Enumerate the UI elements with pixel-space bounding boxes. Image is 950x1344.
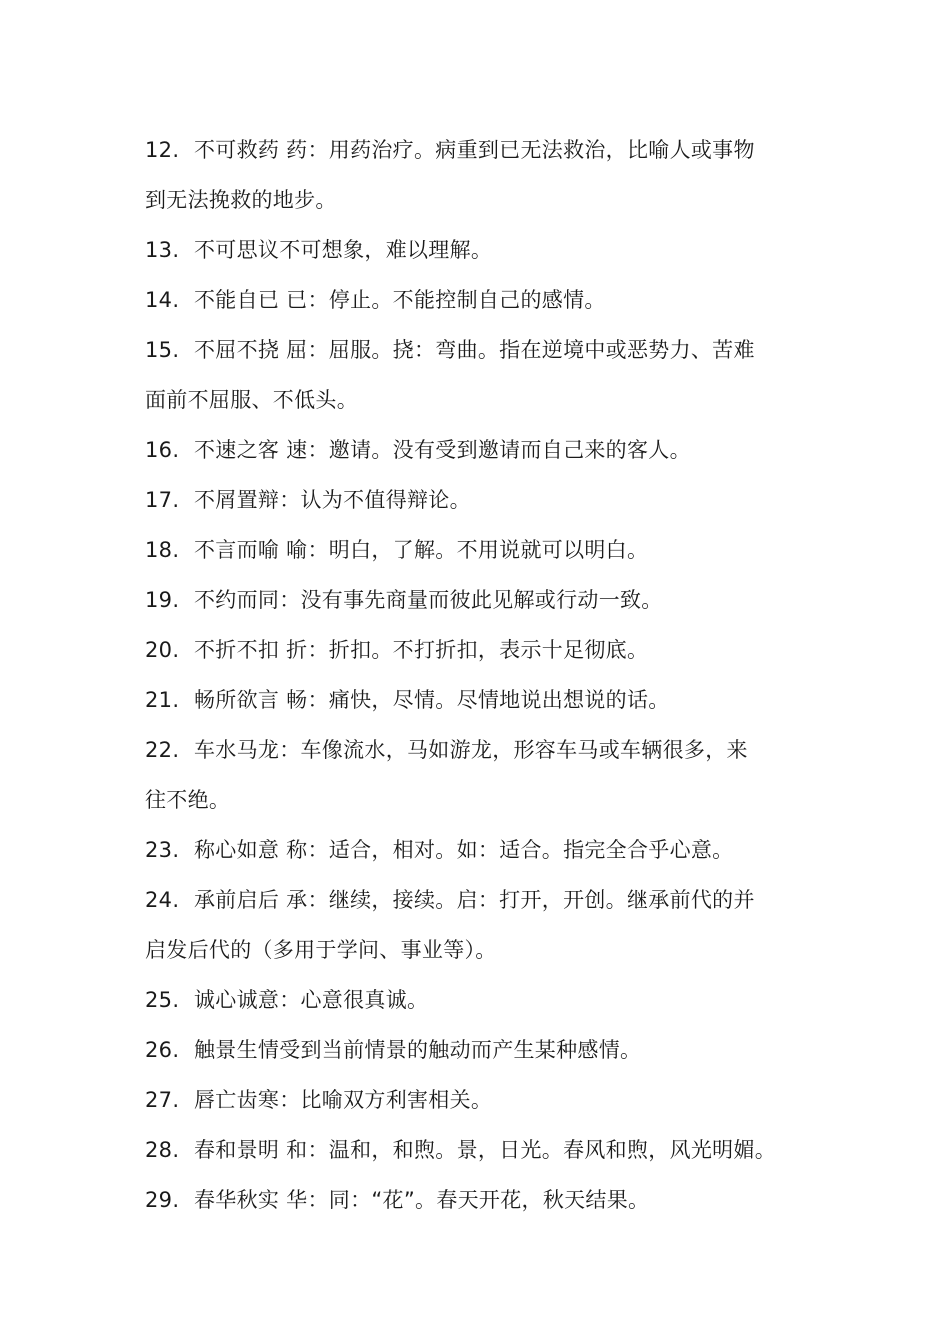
entry-text: 承前启后 承：继续，接续。启：打开，开创。继承前代的并 xyxy=(194,888,755,912)
entry-text: 触景生情受到当前情景的触动而产生某种感情。 xyxy=(194,1038,642,1062)
entry-text: 称心如意 称：适合，相对。如：适合。指完全合乎心意。 xyxy=(194,838,734,862)
entry-text: 不可思议不可想象，难以理解。 xyxy=(194,238,493,262)
idiom-entry xyxy=(145,1175,835,1225)
idiom-entry xyxy=(145,825,835,875)
entry-text: 不约而同：没有事先商量而彼此见解或行动一致。 xyxy=(194,588,663,612)
idiom-entry xyxy=(145,1075,835,1125)
entry-text: 不屑置辩：认为不值得辩论。 xyxy=(194,488,471,512)
idiom-entry-continuation xyxy=(145,925,835,975)
idiom-entry xyxy=(145,425,835,475)
idiom-entry xyxy=(145,1125,835,1175)
entry-text: 不速之客 速：邀请。没有受到邀请而自己来的客人。 xyxy=(194,438,691,462)
entry-text: 诚心诚意：心意很真诚。 xyxy=(194,988,429,1012)
entry-number: 25. xyxy=(145,988,180,1012)
idiom-entry xyxy=(145,725,835,775)
entry-text: 畅所欲言 畅：痛快，尽情。尽情地说出想说的话。 xyxy=(194,688,670,712)
idiom-entry xyxy=(145,575,835,625)
entry-number: 14. xyxy=(145,288,180,312)
entry-number: 26. xyxy=(145,1038,180,1062)
idiom-entry xyxy=(145,975,835,1025)
entry-text: 到无法挽救的地步。 xyxy=(145,188,337,212)
entry-number: 24. xyxy=(145,888,180,912)
entry-text: 车水马龙：车像流水，马如游龙，形容车马或车辆很多，来 xyxy=(194,738,748,762)
entry-number: 20. xyxy=(145,638,180,662)
entry-text: 往不绝。 xyxy=(145,788,231,812)
entry-text: 春和景明 和：温和，和煦。景，日光。春风和煦，风光明媚。 xyxy=(194,1138,777,1162)
entry-number: 13. xyxy=(145,238,180,262)
idiom-entry xyxy=(145,625,835,675)
idiom-entry xyxy=(145,125,835,175)
entry-text: 不折不扣 折：折扣。不打折扣，表示十足彻底。 xyxy=(194,638,649,662)
entry-text: 不可救药 药：用药治疗。病重到已无法救治，比喻人或事物 xyxy=(194,138,755,162)
entry-number: 22. xyxy=(145,738,180,762)
idiom-entry xyxy=(145,275,835,325)
entry-number: 29. xyxy=(145,1188,180,1212)
entry-number: 19. xyxy=(145,588,180,612)
entry-text: 启发后代的（多用于学问、事业等）。 xyxy=(145,938,497,962)
entry-text: 唇亡齿寒：比喻双方利害相关。 xyxy=(194,1088,493,1112)
entry-number: 17. xyxy=(145,488,180,512)
entry-number: 28. xyxy=(145,1138,180,1162)
entry-text: 不言而喻 喻：明白，了解。不用说就可以明白。 xyxy=(194,538,649,562)
entry-number: 15. xyxy=(145,338,180,362)
entry-text: 不屈不挠 屈：屈服。挠：弯曲。指在逆境中或恶势力、苦难 xyxy=(194,338,755,362)
entry-number: 27. xyxy=(145,1088,180,1112)
entry-text: 不能自已 已：停止。不能控制自己的感情。 xyxy=(194,288,606,312)
idiom-entry xyxy=(145,525,835,575)
idiom-entry-continuation xyxy=(145,375,835,425)
entry-number: 23. xyxy=(145,838,180,862)
entry-number: 16. xyxy=(145,438,180,462)
idiom-list xyxy=(145,125,835,1225)
idiom-entry xyxy=(145,875,835,925)
idiom-entry xyxy=(145,225,835,275)
idiom-entry xyxy=(145,475,835,525)
entry-number: 12. xyxy=(145,138,180,162)
idiom-entry xyxy=(145,325,835,375)
idiom-entry-continuation xyxy=(145,775,835,825)
idiom-entry xyxy=(145,675,835,725)
entry-text: 春华秋实 华：同：“花”。春天开花，秋天结果。 xyxy=(194,1188,650,1212)
idiom-entry xyxy=(145,1025,835,1075)
idiom-entry-continuation xyxy=(145,175,835,225)
entry-number: 18. xyxy=(145,538,180,562)
entry-number: 21. xyxy=(145,688,180,712)
entry-text: 面前不屈服、不低头。 xyxy=(145,388,358,412)
